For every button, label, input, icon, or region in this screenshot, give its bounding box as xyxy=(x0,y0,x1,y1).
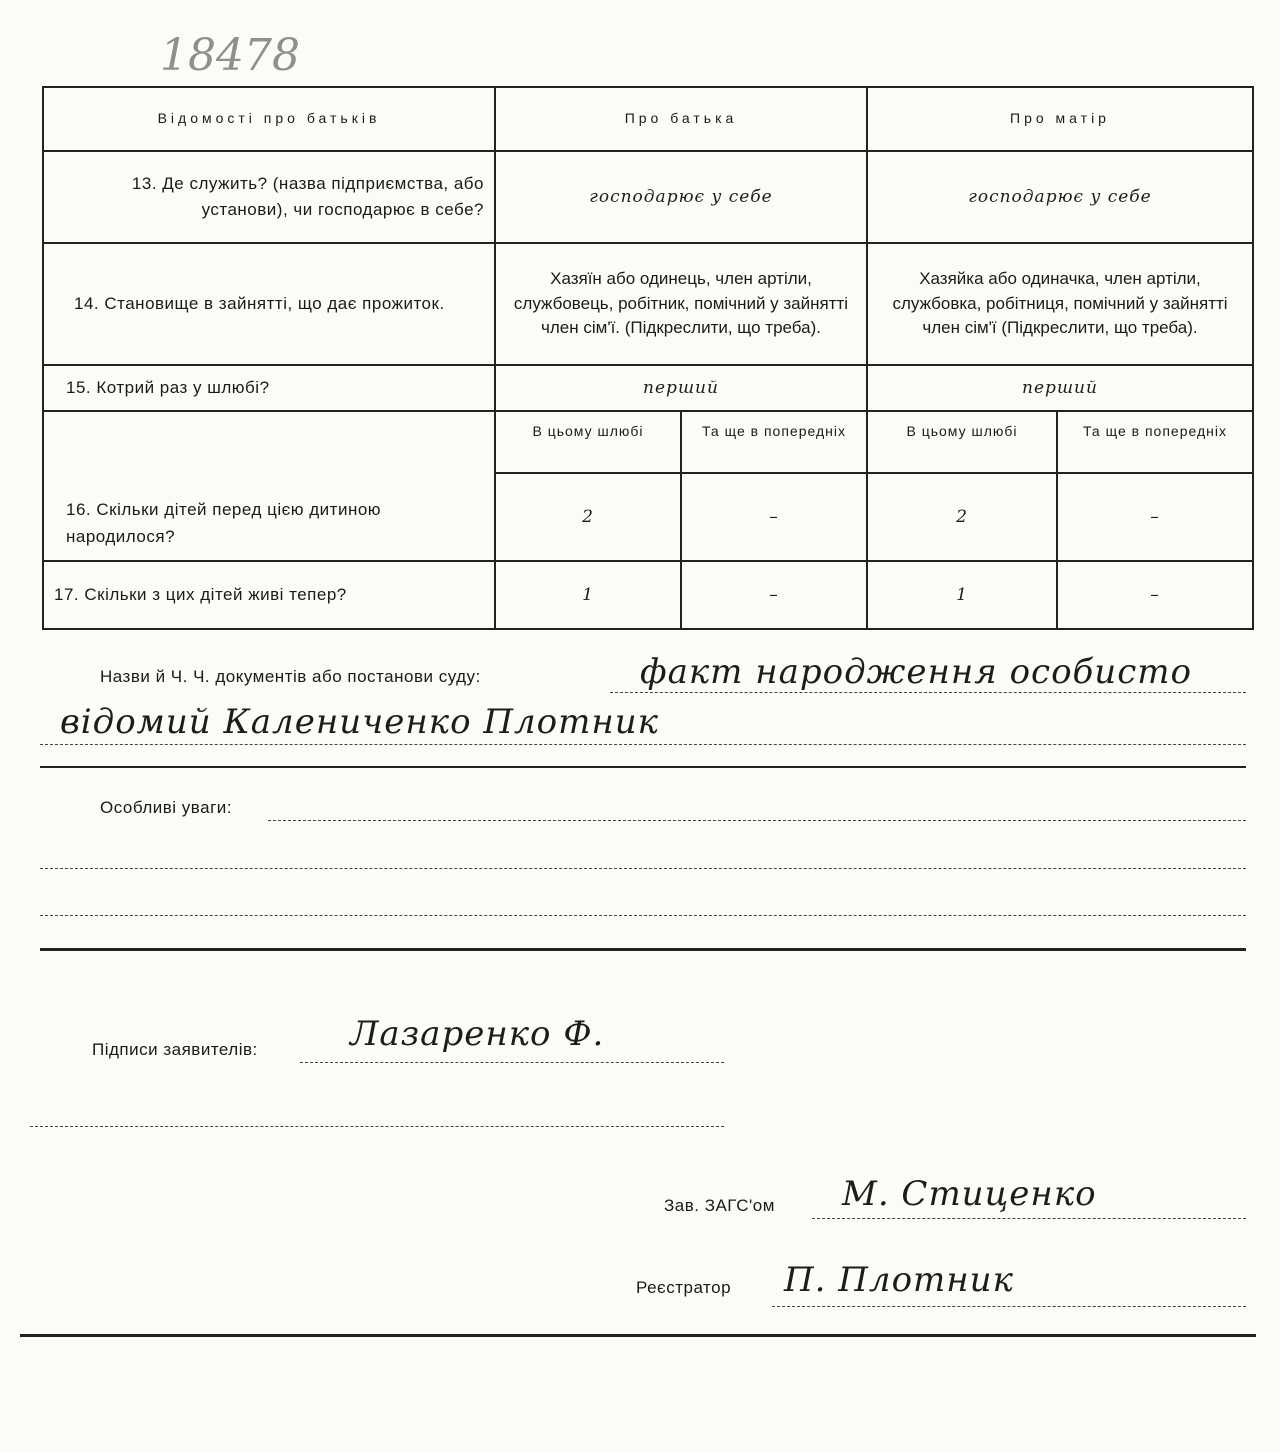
remarks-divider xyxy=(40,948,1246,951)
documents-line-1 xyxy=(610,692,1246,693)
registrar-signature: П. Плотник xyxy=(784,1260,1014,1300)
row-14 xyxy=(43,243,1253,365)
registrar-label: Реєстратор xyxy=(636,1278,732,1297)
head-line xyxy=(812,1218,1246,1219)
subheader-father-previous: Та ще в попередніх xyxy=(681,411,867,473)
row-15-label: 15. Котрий раз у шлюбі? xyxy=(43,365,495,411)
row-13-father-value: господарює у себе xyxy=(495,151,867,243)
subheader-mother-previous: Та ще в попередніх xyxy=(1057,411,1253,473)
remarks-line-3 xyxy=(40,915,1246,916)
row-17-mother-this: 1 xyxy=(867,561,1057,629)
row-17-father-prev: – xyxy=(681,561,867,629)
row-13 xyxy=(43,151,1253,243)
documents-divider xyxy=(40,766,1246,768)
remarks-line-1 xyxy=(268,820,1246,821)
row-17-label: 17. Скільки з цих дітей живі тепер? xyxy=(43,561,495,629)
row-16-father-prev: – xyxy=(681,473,867,561)
row-16-mother-prev: – xyxy=(1057,473,1253,561)
applicant-label: Підписи заявителів: xyxy=(92,1040,258,1059)
header-mother: Про матір xyxy=(867,87,1253,151)
documents-line-2 xyxy=(40,744,1246,745)
row-16-father-this: 2 xyxy=(495,473,681,561)
subheader-father-this-marriage: В цьому шлюбі xyxy=(495,411,681,473)
row-17-father-this: 1 xyxy=(495,561,681,629)
row-16-label: 16. Скільки дітей перед цією дитиною народилося? xyxy=(43,411,495,561)
parents-info-table xyxy=(42,86,1254,630)
applicant-signature: Лазаренко Ф. xyxy=(350,1014,605,1054)
registrar-line xyxy=(772,1306,1246,1307)
documents-handwriting-1: факт народження особисто xyxy=(640,652,1192,692)
row-15-mother-value: перший xyxy=(867,365,1253,411)
head-label: Зав. ЗАГС'ом xyxy=(664,1196,775,1215)
row-14-father-options: Хазяїн або одинець, член артіли, службовець, робітник, помічний у зайнятті член сім'ї. (Підкреслити, що треба). xyxy=(495,243,867,365)
row-14-mother-options: Хазяйка або одиначка, член артіли, службовка, робітниця, помічний у зайнятті член сім'ї (Підкреслити, що треба). xyxy=(867,243,1253,365)
row-13-mother-value: господарює у себе xyxy=(867,151,1253,243)
header-info: Відомості про батьків xyxy=(43,87,495,151)
documents-label: Назви й Ч. Ч. документів або постанови суду: xyxy=(100,667,481,686)
header-father: Про батька xyxy=(495,87,867,151)
documents-handwriting-2: відомий Калениченко Плотник xyxy=(60,702,659,742)
row-16-subheader xyxy=(43,411,1253,473)
row-15-father-value: перший xyxy=(495,365,867,411)
row-13-label: 13. Де служить? (назва підприємства, або установи), чи господарює в себе? xyxy=(43,151,495,243)
page-number: 18478 xyxy=(160,30,300,81)
applicant-line-1 xyxy=(300,1062,724,1063)
row-14-label: 14. Становище в зайнятті, що дає прожиток. xyxy=(43,243,495,365)
row-17-mother-prev: – xyxy=(1057,561,1253,629)
row-17 xyxy=(43,561,1253,629)
remarks-label: Особливі уваги: xyxy=(100,798,233,817)
applicant-line-2 xyxy=(30,1126,724,1127)
row-15 xyxy=(43,365,1253,411)
subheader-mother-this-marriage: В цьому шлюбі xyxy=(867,411,1057,473)
table-header-row xyxy=(43,87,1253,151)
head-signature: М. Стиценко xyxy=(842,1174,1097,1214)
remarks-line-2 xyxy=(40,868,1246,869)
bottom-divider xyxy=(20,1334,1256,1337)
row-16-mother-this: 2 xyxy=(867,473,1057,561)
